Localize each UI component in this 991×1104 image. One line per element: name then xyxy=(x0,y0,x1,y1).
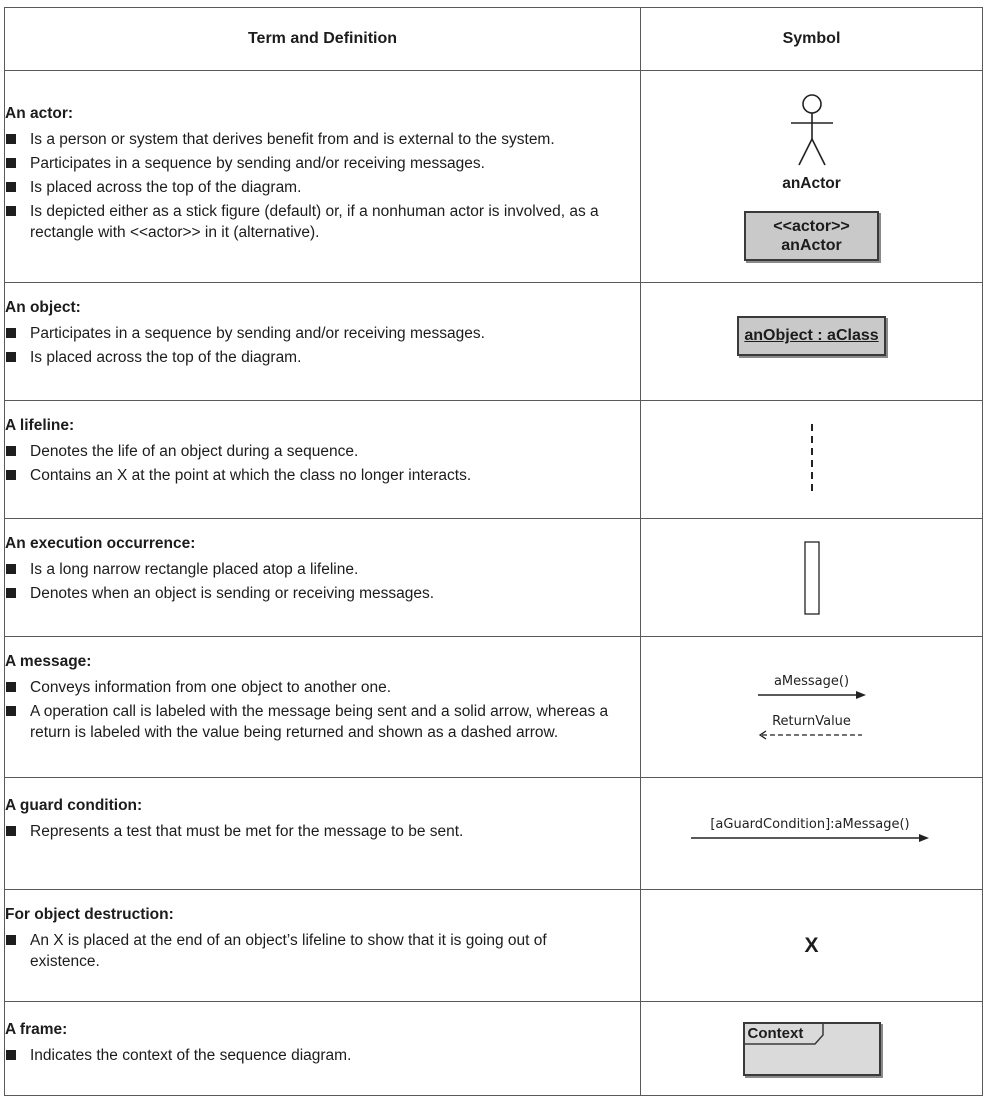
lifeline-icon xyxy=(807,424,817,496)
bullet-item: Denotes when an object is sending or receiving messages. xyxy=(5,583,640,604)
symbol-cell xyxy=(641,283,983,401)
bullet-item: Represents a test that must be met for the message to be sent. xyxy=(5,821,640,842)
bullet-item: Is depicted either as a stick figure (default) or, if a nonhuman actor is involved, as a rectangle with <<actor>> in it (alternative). xyxy=(5,201,640,243)
term-title: An object: xyxy=(5,299,81,316)
term-title: A guard condition: xyxy=(5,797,143,814)
symbol-cell xyxy=(641,1002,983,1096)
symbol-column-header: Symbol xyxy=(641,8,983,71)
bullet-item: Participates in a sequence by sending and/or receiving messages. xyxy=(5,153,640,174)
destruction-x-icon: X xyxy=(804,933,819,957)
bullet-item: Is placed across the top of the diagram. xyxy=(5,347,640,368)
term-cell xyxy=(5,1002,641,1096)
bullet-list xyxy=(5,559,640,604)
row-message xyxy=(5,637,983,778)
execution-occurrence-icon xyxy=(802,540,822,616)
row-frame xyxy=(5,1002,983,1096)
row-guard-condition xyxy=(5,778,983,890)
symbol-cell xyxy=(641,778,983,890)
row-actor xyxy=(5,71,983,283)
call-message-label: aMessage() xyxy=(773,674,850,689)
actor-stereotype: <<actor>> xyxy=(773,217,850,235)
term-cell xyxy=(5,71,641,283)
symbol-cell xyxy=(641,890,983,1002)
bullet-item: Participates in a sequence by sending and/or receiving messages. xyxy=(5,323,640,344)
bullet-item: Contains an X at the point at which the class no longer interacts. xyxy=(5,465,640,486)
solid-arrow-icon xyxy=(756,690,868,700)
bullet-list xyxy=(5,821,640,842)
term-title: A message: xyxy=(5,653,92,670)
term-cell xyxy=(5,283,641,401)
bullet-list xyxy=(5,1045,640,1066)
bullet-list xyxy=(5,930,640,972)
symbol-cell xyxy=(641,401,983,519)
header-row xyxy=(5,8,983,71)
bullet-item: A operation call is labeled with the message being sent and a solid arrow, whereas a return is labeled with the value being returned and shown as a dashed arrow. xyxy=(5,701,640,743)
term-title: An execution occurrence: xyxy=(5,535,196,552)
uml-sequence-notation-table xyxy=(4,7,983,1096)
actor-label: anActor xyxy=(782,174,841,192)
symbol-cell xyxy=(641,71,983,283)
term-cell xyxy=(5,401,641,519)
bullet-item: Is a long narrow rectangle placed atop a lifeline. xyxy=(5,559,640,580)
bullet-list xyxy=(5,677,640,743)
object-box: anObject : aClass xyxy=(737,316,886,356)
bullet-list xyxy=(5,441,640,486)
dashed-arrow-icon xyxy=(758,730,866,740)
term-cell xyxy=(5,890,641,1002)
guard-condition-label: [aGuardCondition]:aMessage() xyxy=(710,816,910,832)
bullet-item: An X is placed at the end of an object’s lifeline to show that it is going out of existence. xyxy=(5,930,570,972)
row-object xyxy=(5,283,983,401)
symbol-cell xyxy=(641,637,983,778)
bullet-item: Is a person or system that derives benefit from and is external to the system. xyxy=(5,129,640,150)
bullet-list xyxy=(5,323,640,368)
term-column-header: Term and Definition xyxy=(5,8,641,71)
bullet-item: Denotes the life of an object during a sequence. xyxy=(5,441,640,462)
term-title: A lifeline: xyxy=(5,417,75,434)
bullet-item: Conveys information from one object to another one. xyxy=(5,677,640,698)
symbol-cell xyxy=(641,519,983,637)
actor-box-label: anActor xyxy=(781,236,842,254)
bullet-item: Is placed across the top of the diagram. xyxy=(5,177,640,198)
stick-figure-icon xyxy=(787,93,837,169)
term-title: For object destruction: xyxy=(5,906,174,923)
guard-arrow-icon xyxy=(689,833,931,843)
term-cell xyxy=(5,778,641,890)
term-cell xyxy=(5,637,641,778)
frame-context-label: Context xyxy=(747,1024,804,1042)
frame-symbol xyxy=(743,1022,881,1076)
actor-box xyxy=(744,211,879,261)
row-execution-occurrence xyxy=(5,519,983,637)
return-value-label: ReturnValue xyxy=(772,714,851,729)
row-lifeline xyxy=(5,401,983,519)
term-title: An actor: xyxy=(5,105,74,122)
term-title: A frame: xyxy=(5,1021,68,1038)
bullet-list xyxy=(5,129,640,243)
bullet-item: Indicates the context of the sequence diagram. xyxy=(5,1045,640,1066)
term-cell xyxy=(5,519,641,637)
row-object-destruction xyxy=(5,890,983,1002)
